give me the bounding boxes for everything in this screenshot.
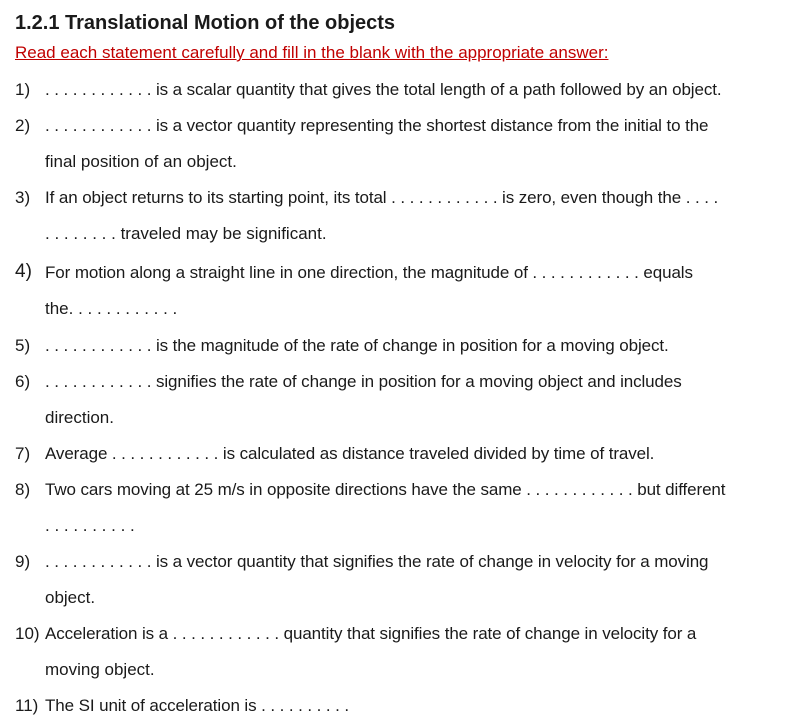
question-number: 4) <box>15 261 32 282</box>
question-text-continued: object. <box>45 588 96 607</box>
question-text: The SI unit of acceleration is . . . . . . . . . . <box>45 696 349 715</box>
question-number: 9) <box>15 552 31 571</box>
question-text: . . . . . . . . . . . . is a vector quantity that signifies the rate of change in velocity for a moving <box>45 552 709 571</box>
question-number: 6) <box>15 372 31 391</box>
question-text-continued: the. . . . . . . . . . . . <box>45 299 178 318</box>
question-text: . . . . . . . . . . . . signifies the rate of change in position for a moving object and includes <box>45 372 682 391</box>
question-text-continued: . . . . . . . . . . <box>45 516 135 535</box>
question-text: Two cars moving at 25 m/s in opposite directions have the same . . . . . . . . . . . . but different <box>45 480 726 499</box>
question-text: Average . . . . . . . . . . . . is calculated as distance traveled divided by time of travel. <box>45 444 655 463</box>
question-number: 3) <box>15 188 31 207</box>
question-number: 8) <box>15 480 31 499</box>
question-text-continued: . . . . . . . . traveled may be significant. <box>45 224 327 243</box>
question-text-continued: direction. <box>45 408 114 427</box>
question-text: For motion along a straight line in one direction, the magnitude of . . . . . . . . . . . . equals <box>45 263 693 282</box>
question-text: If an object returns to its starting point, its total . . . . . . . . . . . . is zero, even though the . . . . <box>45 188 719 207</box>
question-number: 11) <box>15 696 39 715</box>
question-text-continued: final position of an object. <box>45 152 237 171</box>
question-text: . . . . . . . . . . . . is a vector quantity representing the shortest distance from the initial to the <box>45 116 709 135</box>
question-text: Acceleration is a . . . . . . . . . . . . quantity that signifies the rate of change in velocity for a <box>45 624 697 643</box>
question-number: 5) <box>15 336 31 355</box>
question-number: 10) <box>15 624 40 643</box>
question-text: . . . . . . . . . . . . is the magnitude of the rate of change in position for a moving object. <box>45 336 669 355</box>
question-number: 7) <box>15 444 31 463</box>
question-number: 1) <box>15 80 31 99</box>
instruction-text: Read each statement carefully and fill in the blank with the appropriate answer: <box>15 43 609 62</box>
section-title: 1.2.1 Translational Motion of the objects <box>15 12 396 34</box>
question-text: . . . . . . . . . . . . is a scalar quantity that gives the total length of a path followed by an object. <box>45 80 722 99</box>
question-number: 2) <box>15 116 31 135</box>
question-text-continued: moving object. <box>45 660 155 679</box>
